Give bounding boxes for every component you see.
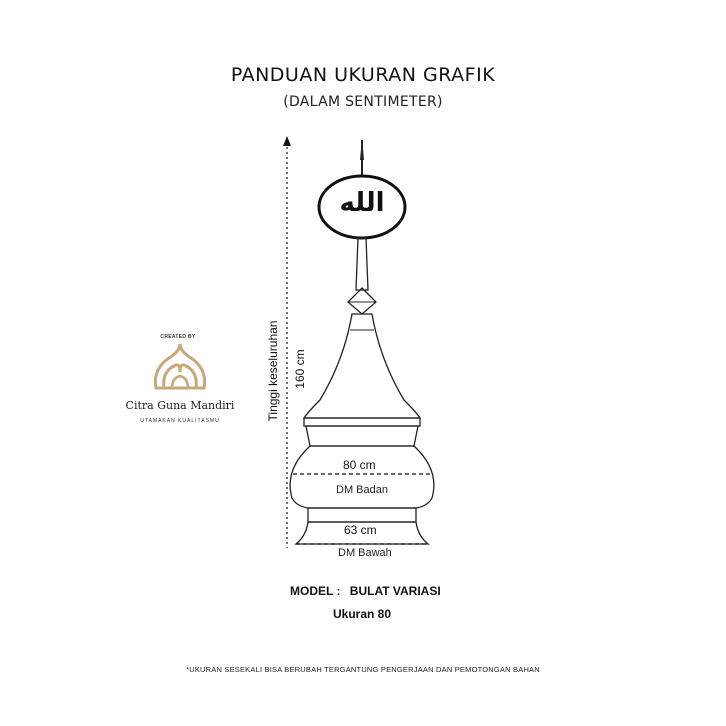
logo-emblem (155, 344, 204, 388)
bottom-diameter-value: 63 cm (344, 523, 377, 537)
spire-shaft (356, 238, 368, 290)
size-label: Ukuran 80 (333, 607, 392, 621)
logo-tagline: UTAMAKAN KUALITASMU (140, 418, 220, 424)
bulb-body (290, 446, 434, 508)
logo-created-by: CREATED BY (160, 334, 196, 340)
logo-brand-name: Citra Guna Mandiri (125, 399, 235, 412)
model-value: BULAT VARIASI (349, 584, 441, 598)
diamond-knob (348, 288, 376, 314)
model-line (290, 584, 441, 598)
bottom-diameter-label: DM Bawah (338, 547, 392, 559)
height-label: Tinggi keseluruhan (266, 320, 280, 422)
calligraphy-text: الله (339, 188, 385, 218)
cone-roof (304, 314, 420, 418)
body-diameter-value: 80 cm (343, 458, 376, 472)
spire-tip (360, 138, 364, 176)
upper-collar (304, 418, 420, 446)
model-label: MODEL : (290, 584, 341, 598)
body-diameter-label: DM Badan (336, 484, 388, 496)
footnote: *UKURAN SESEKALI BISA BERUBAH TERGANTUNG PENGERJAAN DAN PEMOTONGAN BAHAN (186, 665, 540, 674)
height-value: 160 cm (293, 349, 307, 389)
page-title: PANDUAN UKURAN GRAFIK (230, 64, 496, 86)
page-subtitle: (DALAM SENTIMETER) (283, 94, 443, 110)
